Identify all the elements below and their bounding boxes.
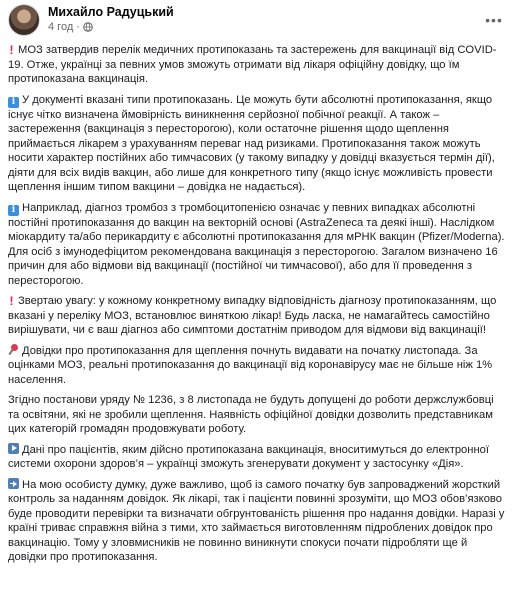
- exclamation-icon: !: [9, 294, 14, 308]
- paragraph-text: Згідно постанови уряду № 1236, з 8 листопада не будуть допущені до роботи держслужбовці та освітяни, які не зробили щеплення. Наявність офіційної довідки дозволить представникам цих категорій громадян продовжувати роботу.: [8, 394, 494, 435]
- paragraph-text: МОЗ затвердив перелік медичних протипоказань та застережень для вакцинації від COVID-19. Отже, українці за певних умов зможуть отримати від лікаря офіційну довідку, що їм протипоказана вакцинація.: [8, 44, 497, 85]
- right-arrow-icon: [8, 478, 19, 489]
- globe-icon[interactable]: [83, 22, 93, 32]
- author-name[interactable]: Михайло Радуцький: [48, 5, 174, 19]
- post-body: [8, 43, 506, 571]
- paragraph-text: У документі вказані типи протипоказань. Це можуть бути абсолютні протипоказання, якщо існує чітко визначена ймовірність виникнення серйозної побічної реакції. А також – застереження (вакцинація з пересторогою), коли остаточне рішення щодо щеплення приймається лікарем з урахуванням переваг над ризиками. Протипоказання також можуть носити характер постійних або тимчасових (у такому випадку у довідці вказується термін дії), діяти для всіх видів вакцин, або лише для конкретного типу (якщо існує можливість провести щеплення іншим типом вакцини – довідка не надається).: [8, 93, 495, 193]
- post-paragraph: [8, 478, 506, 565]
- paragraph-text: Звертаю увагу: у кожному конкретному випадку відповідність діагнозу протипоказанням, що вказані у переліку МОЗ, встановлює виняткою лікар! Будь ласка, не намагайтесь самостійно вирішувати, чи є ваш діагноз або симптоми достатнім приводом для відмови від вакцинації!: [8, 295, 497, 336]
- paragraph-text: Наприклад, діагноз тромбоз з тромбоцитопенією означає у певних випадках абсолютні постійні протипоказання до вакцин на векторній основі (AstraZeneca та деякі інші). Наслідком міокардиту та/або перикардиту є абсолютні протипоказання для мРНК вакцин (Pfizer/Moderna). Для осіб з імунодефіцитом рекомендована вакцинація з пересторогою. Загалом визначено 16 причин для або відмови від вакцинації (постійної чи тимчасової), або для її проведення з пересторогою.: [8, 201, 505, 287]
- post-time[interactable]: 4 год: [48, 21, 74, 33]
- avatar[interactable]: [8, 4, 40, 36]
- paragraph-text: Дані про пацієнтів, яким дійсно протипоказана вакцинація, вноситимуться до електронної системи охорони здоров’я – українці зможуть згенерувати документ у застосунку «Дія».: [8, 443, 489, 470]
- more-options-icon[interactable]: •••: [485, 12, 503, 28]
- post-paragraph: [8, 201, 506, 289]
- post-paragraph: [8, 93, 506, 195]
- post-paragraph: [8, 294, 506, 338]
- post-meta: [48, 21, 93, 33]
- post-paragraph: [8, 344, 506, 388]
- info-icon: i: [8, 97, 19, 108]
- post-paragraph: [8, 393, 506, 437]
- dot-separator: ·: [76, 21, 80, 33]
- post-paragraph: [8, 443, 506, 472]
- exclamation-icon: !: [9, 43, 14, 57]
- play-button-icon: [8, 443, 19, 454]
- paragraph-text: На мою особисту думку, дуже важливо, щоб із самого початку був запроваджений жорсткий контроль за наданням довідок. Як лікарі, так і пацієнти повинні зрозуміти, що МОЗ обов’язково буде проводити перевірки та визначати обгрунтованість рішення про надання довідки. Наразі у країні триває справжня війна з тими, хто займається виготовленням підроблених довідок про вакцинацію. Тому у зловмисників не повинно виникнути спокуси почати підробляти ще й довідки про протипоказання.: [8, 478, 505, 563]
- info-icon: i: [8, 205, 19, 216]
- pushpin-icon: [8, 344, 19, 355]
- paragraph-text: Довідки про протипоказання для щеплення почнуть видавати на початку листопада. За оцінками МОЗ, реальні протипоказання до вакцинації від коронавірусу має не більше ніж 1% населення.: [8, 344, 493, 386]
- post-paragraph: [8, 43, 506, 87]
- post-header: [8, 4, 506, 40]
